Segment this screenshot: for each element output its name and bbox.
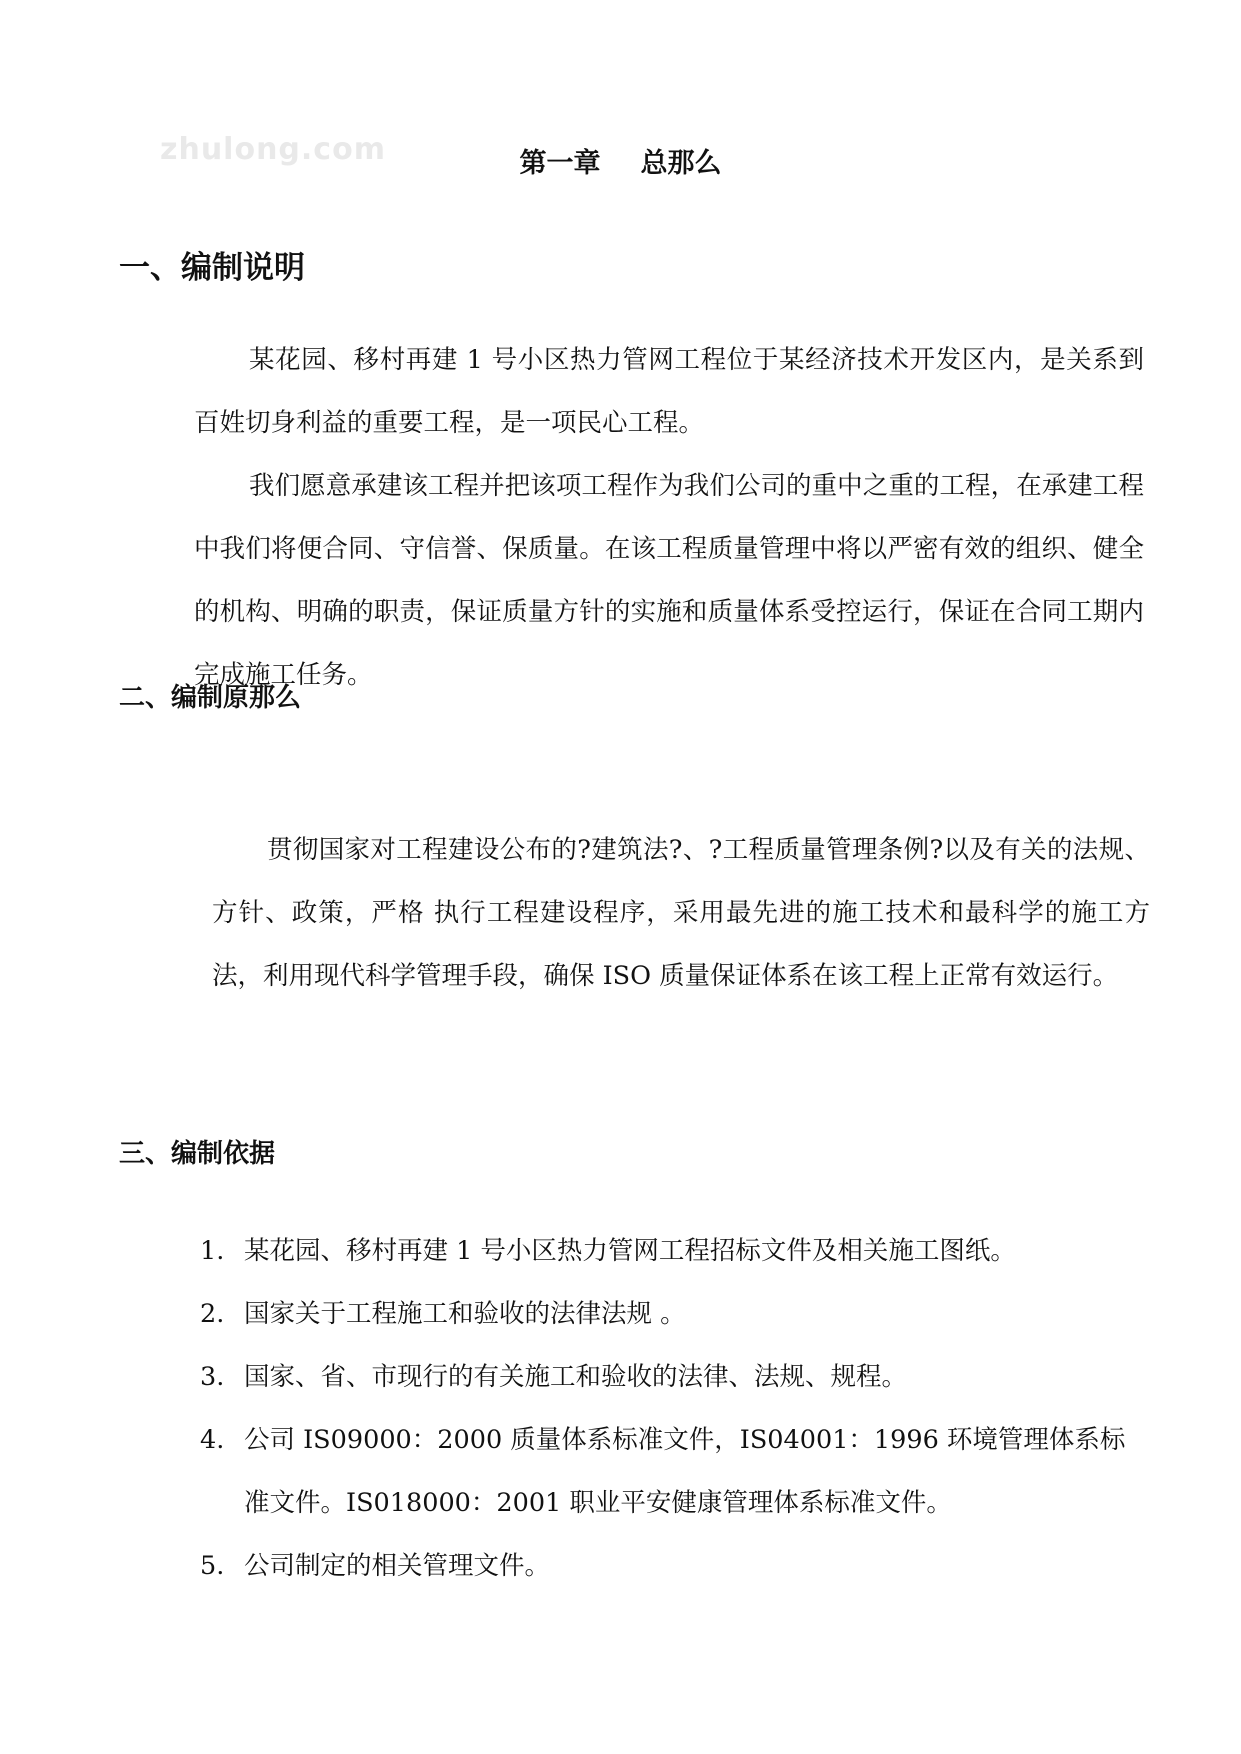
- list-item-text: 公司 IS09000：2000 质量体系标准文件，IS04001：1996 环境管理体系标准文件。IS018000：2001 职业平安健康管理体系标准文件。: [244, 1425, 1126, 1518]
- list-item-text: 国家、省、市现行的有关施工和验收的法律、法规、规程。: [244, 1362, 908, 1392]
- paragraph-project-location: 某花园、移村再建 1 号小区热力管网工程位于某经济技术开发区内，是关系到百姓切身利益的重要工程，是一项民心工程。: [194, 345, 1144, 438]
- list-item-number: 3.: [200, 1362, 225, 1392]
- list-item: [200, 1346, 1150, 1409]
- paragraph-commitment: 我们愿意承建该工程并把该项工程作为我们公司的重中之重的工程，在承建工程中我们将便合同、守信誉、保质量。在该工程质量管理中将以严密有效的组织、健全的机构、明确的职责，保证质量方针的实施和质量体系受控运行，保证在合同工期内完成施工任务。: [194, 471, 1144, 690]
- list-item: [200, 1220, 1150, 1283]
- section-heading-description: 一、编制说明: [119, 250, 305, 286]
- section-heading-principles: 二、编制原那么: [119, 683, 302, 713]
- list-item-text: 公司制定的相关管理文件。: [244, 1551, 551, 1581]
- section-heading-basis: 三、编制依据: [119, 1139, 276, 1169]
- list-item: [200, 1409, 1150, 1535]
- list-item-text: 某花园、移村再建 1 号小区热力管网工程招标文件及相关施工图纸。: [244, 1236, 1016, 1266]
- chapter-number: 第一章: [519, 148, 601, 179]
- list-item-number: 1.: [200, 1236, 225, 1266]
- list-item-number: 2.: [200, 1299, 225, 1329]
- chapter-title: [0, 146, 1241, 182]
- chapter-name: 总那么: [640, 148, 722, 179]
- paragraph-principles: 贯彻国家对工程建设公布的?建筑法?、?工程质量管理条例?以及有关的法规、方针、政策，严格 执行工程建设程序，采用最先进的施工技术和最科学的施工方法，利用现代科学管理手段，确保 ISO 质量保证体系在该工程上正常有效运行。: [212, 835, 1150, 991]
- list-item: [200, 1283, 1150, 1346]
- basis-list: [200, 1220, 1150, 1598]
- list-item: [200, 1535, 1150, 1598]
- list-item-number: 5.: [200, 1551, 225, 1581]
- watermark-logo: zhulong.com: [160, 132, 386, 167]
- list-item-text: 国家关于工程施工和验收的法律法规 。: [244, 1299, 686, 1329]
- list-item-number: 4.: [200, 1425, 225, 1455]
